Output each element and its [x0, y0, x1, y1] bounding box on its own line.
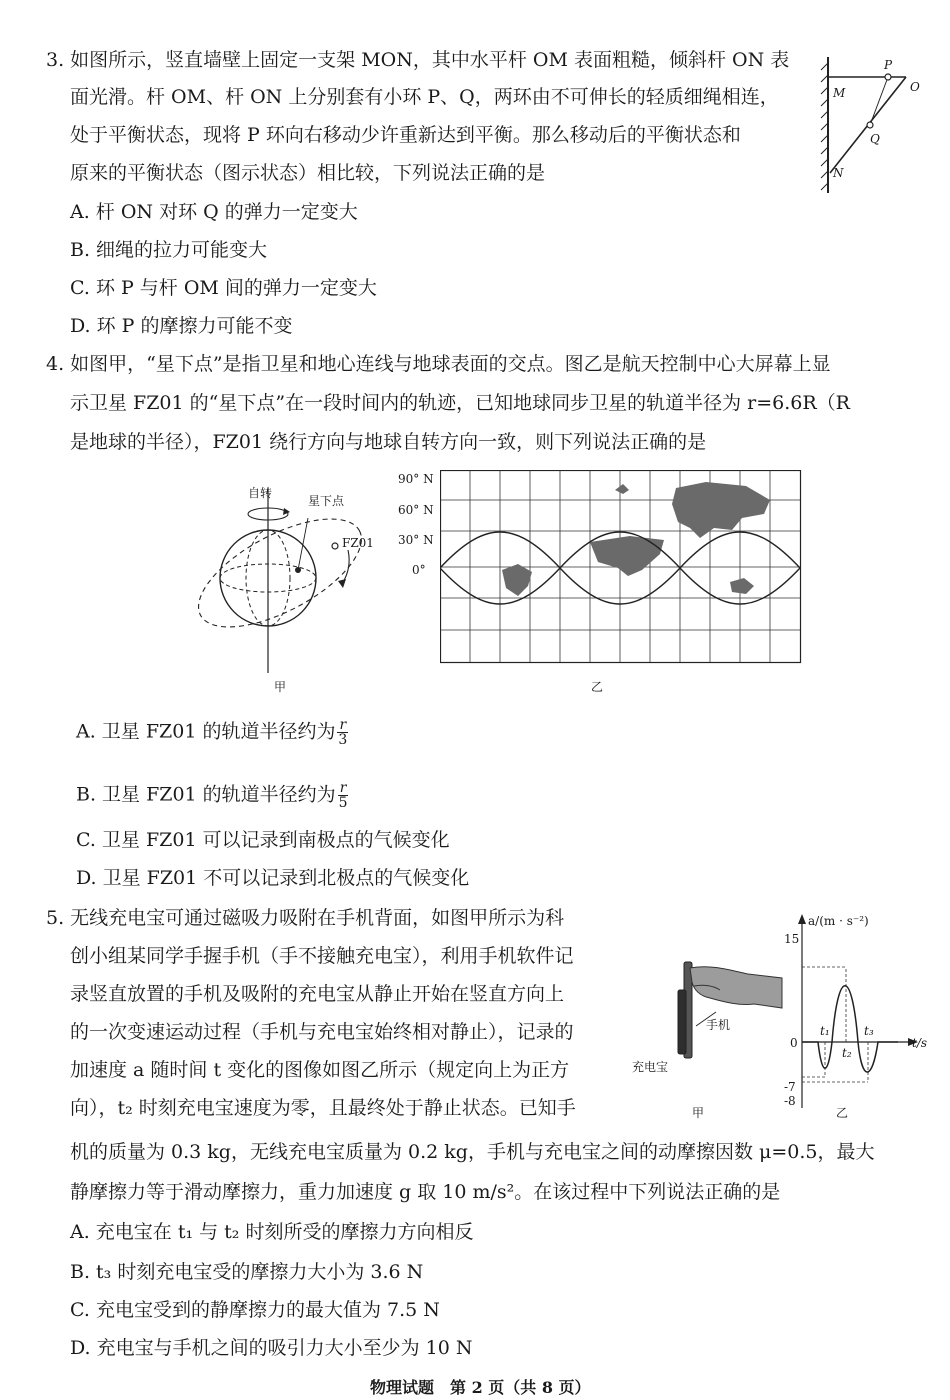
q3-label-m: M [833, 86, 846, 100]
q4-option-b [76, 781, 348, 810]
q4-option-a-fraction [337, 718, 348, 747]
q5-xtick-t2: t₂ [842, 1046, 852, 1060]
y-axis-arrow [798, 914, 806, 924]
q3-option-b: B. 细绳的拉力可能变大 [70, 239, 268, 261]
q4-option-c: C. 卫星 FZ01 可以记录到南极点的气候变化 [76, 829, 450, 851]
q5-option-b: B. t₃ 时刻充电宝受的摩擦力大小为 3.6 N [70, 1261, 424, 1283]
q3-label-p: P [884, 58, 893, 72]
q5-ytick-neg7: -7 [784, 1080, 796, 1094]
q4-option-a-denominator: 3 [338, 732, 348, 748]
q3-label-q: Q [870, 132, 880, 146]
q5-xtick-t3: t₃ [864, 1024, 874, 1038]
q4-ground-track-map [440, 470, 802, 664]
q5-line-5: 加速度 a 随时间 t 变化的图像如图乙所示（规定向上为正方 [70, 1059, 570, 1081]
q4-line-3: 是地球的半径），FZ01 绕行方向与地球自转方向一致，则下列说法正确的是 [70, 431, 707, 453]
q4-option-a [76, 718, 348, 747]
q5-ytick-0: 0 [790, 1036, 798, 1050]
q4-line-2: 示卫星 FZ01 的“星下点”在一段时间内的轨迹，已知地球同步卫星的轨道半径为 r=6.6R（R [70, 392, 850, 414]
q3-option-c: C. 环 P 与杆 OM 间的弹力一定变大 [70, 277, 377, 299]
q3-option-a: A. 杆 ON 对环 Q 的弹力一定变大 [70, 201, 358, 223]
q3-option-d: D. 环 P 的摩擦力可能不变 [70, 315, 293, 337]
q4-option-d: D. 卫星 FZ01 不可以记录到北极点的气候变化 [76, 867, 470, 889]
q4-line-1: 4. 如图甲，“星下点”是指卫星和地心连线与地球表面的交点。图乙是航天控制中心大屏幕上显 [46, 353, 831, 375]
q5-caption-yi: 乙 [836, 1106, 849, 1120]
q3-line-3: 处于平衡状态，现将 P 环向右移动少许重新达到平衡。那么移动后的平衡状态和 [70, 124, 741, 146]
q5-line-7: 机的质量为 0.3 kg，无线充电宝质量为 0.2 kg，手机与充电宝之间的动摩擦因数 μ=0.5，最大 [70, 1141, 875, 1163]
q5-option-c: C. 充电宝受到的静摩擦力的最大值为 7.5 N [70, 1299, 440, 1321]
page-footer: 物理试题 第 2 页（共 8 页） [370, 1378, 591, 1397]
q5-option-d: D. 充电宝与手机之间的吸引力大小至少为 10 N [70, 1337, 473, 1359]
q5-line-4: 的一次变速运动过程（手机与充电宝始终相对静止），记录的 [70, 1021, 574, 1043]
q5-line-3: 录竖直放置的手机及吸附的充电宝从静止开始在竖直方向上 [70, 983, 565, 1005]
q5-xtick-t1: t₁ [820, 1024, 830, 1038]
q3-label-o: O [910, 80, 920, 94]
q5-acceleration-chart [780, 912, 926, 1112]
q5-caption-jia: 甲 [692, 1106, 705, 1120]
q3-line-1: 3. 如图所示，竖直墙壁上固定一支架 MON，其中水平杆 OM 表面粗糙，倾斜杆 ON 表 [46, 49, 790, 71]
q3-label-n: N [833, 166, 844, 180]
q5-ytick-neg8: -8 [784, 1094, 796, 1108]
q4-option-b-fraction [338, 781, 349, 810]
q5-label-phone: 手机 [706, 1018, 731, 1032]
q4-option-b-denominator: 5 [338, 795, 348, 811]
q5-hand-phone-figure [670, 960, 790, 1070]
q4-option-a-text: A. 卫星 FZ01 的轨道半径约为 [76, 720, 336, 743]
q4-lat-60n: 60° N [398, 503, 434, 517]
q4-caption-jia: 甲 [274, 680, 287, 694]
q4-label-subpoint: 星下点 [308, 494, 345, 508]
q5-line-8: 静摩擦力等于滑动摩擦力，重力加速度 g 取 10 m/s²。在该过程中下列说法正确的是 [70, 1181, 781, 1203]
q4-option-b-numerator: r [339, 780, 347, 796]
q4-option-b-text: B. 卫星 FZ01 的轨道半径约为 [76, 783, 336, 806]
q5-ytick-15: 15 [784, 932, 800, 946]
q4-label-rotation: 自转 [248, 486, 273, 500]
q4-option-a-numerator: r [339, 717, 347, 733]
q4-lat-0: 0° [412, 563, 426, 577]
q5-line-1: 5. 无线充电宝可通过磁吸力吸附在手机背面，如图甲所示为科 [46, 907, 565, 929]
q4-earth-orbit-figure [180, 478, 390, 678]
q3-line-2: 面光滑。杆 OM、杆 ON 上分别套有小环 P、Q，两环由不可伸长的轻质细绳相连， [70, 86, 779, 108]
q4-caption-yi: 乙 [591, 680, 604, 694]
q5-chart-xlabel: t/s [912, 1036, 928, 1050]
q5-chart-ylabel: a/(m · s⁻²) [808, 914, 869, 928]
q4-label-fz01: FZ01 [342, 536, 374, 550]
q5-line-6: 向），t₂ 时刻充电宝速度为零，且最终处于静止状态。已知手 [70, 1097, 576, 1119]
q5-label-charger: 充电宝 [632, 1060, 669, 1074]
q3-line-4: 原来的平衡状态（图示状态）相比较，下列说法正确的是 [70, 162, 546, 184]
q5-line-2: 创小组某同学手握手机（手不接触充电宝），利用手机软件记 [70, 945, 574, 967]
q5-option-a: A. 充电宝在 t₁ 与 t₂ 时刻所受的摩擦力方向相反 [70, 1221, 474, 1243]
q4-lat-30n: 30° N [398, 533, 434, 547]
q4-lat-90n: 90° N [398, 472, 434, 486]
